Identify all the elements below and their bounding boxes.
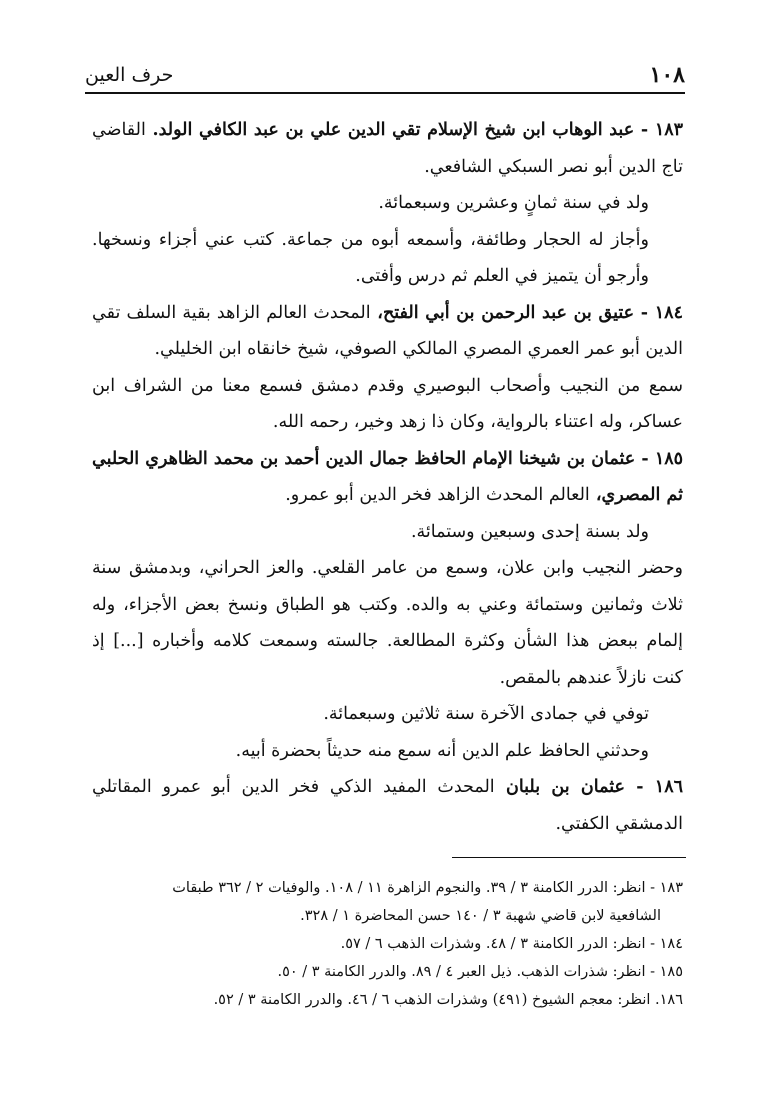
entry-number: ١٨٥ -	[635, 448, 684, 469]
entry-name: عتيق بن عبد الرحمن بن أبي الفتح،	[370, 302, 635, 323]
paragraph: وحضر النجيب وابن علان، وسمع من عامر القلعي. والعز الحراني، وبدمشق سنة ثلاث وثمانين وستمائة وعني به والده. وكتب هو الطباق ونسخ بعض الأجزاء، وله إلمام ببعض هذا الشأن وكثرة المطالعة. جالسته وسمعت كلامه وأخباره [...] إذ كنت نازلاً عندهم بالمقص.	[92, 558, 683, 688]
entry-description: المحدث العالم الزاهد بقية السلف تقي الدين أبو عمر العمري المصري المالكي الصوفي، شيخ خانقاه ابن الخليلي.	[92, 302, 683, 359]
entry-description: العالم المحدث الزاهد فخر الدين أبو عمرو.	[285, 485, 590, 505]
paragraph: وأجاز له الحجار وطائفة، وأسمعه أبوه من جماعة. كتب عني أجزاء ونسخها. وأرجو أن يتميز في العلم ثم درس وأفتى.	[92, 229, 649, 286]
entry-name: عثمان بن بلبان	[494, 777, 625, 797]
footnote-184: ١٨٤ - انظر: الدرر الكامنة ٣ / ٤٨. وشذرات الذهب ٦ / ٥٧.	[340, 936, 683, 952]
paragraph: وحدثني الحافظ علم الدين أنه سمع منه حديثاً بحضرة أبيه.	[235, 740, 649, 761]
entry-description: المحدث المفيد الذكي فخر الدين أبو عمرو المقاتلي الدمشقي الكفتي.	[92, 777, 683, 834]
entry-186-heading	[92, 769, 683, 842]
main-text	[92, 112, 683, 842]
paragraph: سمع من النجيب وأصحاب البوصيري وقدم دمشق فسمع معنا من الشراف ابن عساكر، وله اعتناء بالرواية، وكان ذا زهد وخير، رحمه الله.	[92, 375, 683, 432]
footnote-183-continued: الشافعية لابن قاضي شهبة ٣ / ١٤٠ حسن المحاضرة ١ / ٣٢٨.	[300, 908, 661, 924]
page-number: ١٠٨	[649, 62, 685, 88]
footnote-185: ١٨٥ - انظر: شذرات الذهب. ذيل العبر ٤ / ٨٩. والدرر الكامنة ٣ / ٥٠.	[277, 964, 683, 980]
entry-number: ١٨٤ -	[634, 302, 683, 323]
footnote-186: ١٨٦. انظر: معجم الشيوخ (٤٩١) وشذرات الذهب ٦ / ٤٦. والدرر الكامنة ٣ / ٥٢.	[213, 992, 683, 1008]
paragraph: ولد في سنة ثمانٍ وعشرين وسبعمائة.	[378, 193, 649, 213]
footnote-183: ١٨٣ - انظر: الدرر الكامنة ٣ / ٣٩. والنجوم الزاهرة ١١ / ١٠٨. والوفيات ٢ / ٣٦٢ طبقات	[172, 880, 683, 896]
paragraph: توفي في جمادى الآخرة سنة ثلاثين وسبعمائة.	[323, 704, 649, 724]
footnote-divider	[452, 857, 686, 858]
entry-description: القاضي تاج الدين أبو نصر السبكي الشافعي.	[92, 120, 683, 177]
entry-name: عثمان بن شيخنا الإمام الحافظ جمال الدين أحمد بن محمد الظاهري الحلبي ثم المصري،	[92, 448, 683, 505]
running-title: حرف العين	[85, 64, 174, 86]
page-header	[85, 62, 685, 94]
entry-185-heading	[92, 441, 683, 514]
footnotes	[90, 874, 683, 1014]
entry-number: ١٨٦ -	[624, 777, 683, 797]
paragraph: ولد بسنة إحدى وسبعين وستمائة.	[410, 521, 649, 542]
entry-name: عبد الوهاب ابن شيخ الإسلام تقي الدين علي بن عبد الكافي الولد.	[145, 120, 635, 140]
entry-number: ١٨٣ -	[634, 120, 684, 140]
entry-184-heading	[92, 295, 683, 368]
entry-183-heading	[92, 112, 683, 185]
